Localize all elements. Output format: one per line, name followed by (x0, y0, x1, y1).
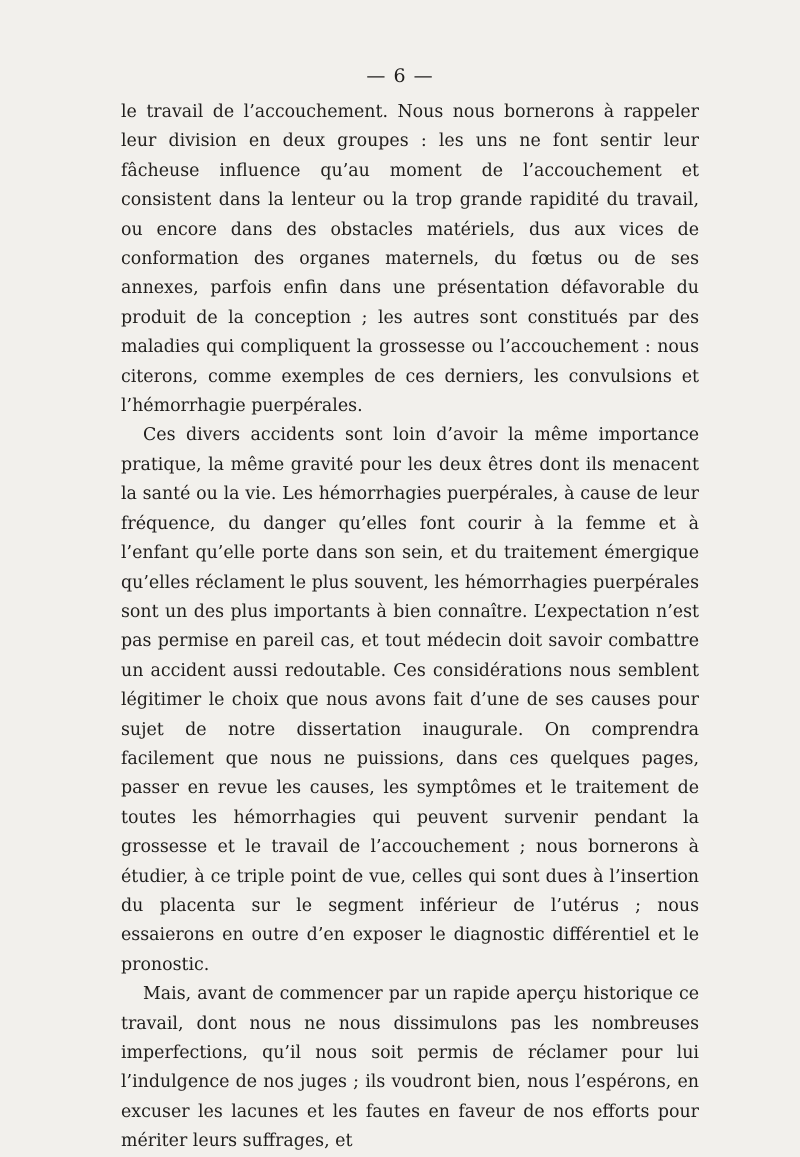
body-text (121, 98, 699, 1157)
page-number: — 6 — (366, 65, 434, 87)
paragraph-2: Ces divers accidents sont loin d’avoir la même importance pratique, la même gravité pour les deux êtres dont ils menacent la santé ou la vie. Les hémorrhagies puerpérales, à cause de leur fréquence, du danger qu’elles font courir à la femme et à l’enfant qu’elle porte dans son sein, et du traitement émergique qu’elles réclament le plus souvent, les hémorrhagies puerpérales sont un des plus importants à bien connaître. L’expectation n’est pas permise en pareil cas, et tout médecin doit savoir combattre un accident aussi redoutable. Ces considérations nous semblent légitimer le choix que nous avons fait d’une de ses causes pour sujet de notre dissertation inaugurale. On comprendra facilement que nous ne puissions, dans ces quelques pages, passer en revue les causes, les symptômes et le traitement de toutes les hémorrhagies qui peuvent survenir pendant la grossesse et le travail de l’accouchement ; nous bornerons à étudier, à ce triple point de vue, celles qui sont dues à l’insertion du placenta sur le segment inférieur de l’utérus ; nous essaierons en outre d’en exposer le diagnostic différentiel et le pronostic. (121, 425, 699, 975)
paragraph-3: Mais, avant de commencer par un rapide aperçu historique ce travail, dont nous ne nous dissimulons pas les nombreuses imperfections, qu’il nous soit permis de réclamer pour lui l’indulgence de nos juges ; ils voudront bien, nous l’espérons, en excuser les lacunes et les fautes en faveur de nos efforts pour mériter leurs suffrages, et (121, 984, 699, 1152)
paragraph-1: le travail de l’accouchement. Nous nous bornerons à rappeler leur division en deux groupes : les uns ne font sentir leur fâcheuse influence qu’au moment de l’accouchement et consistent dans la lenteur ou la trop grande rapidité du travail, ou encore dans des obstacles matériels, dus aux vices de conformation des organes maternels, du fœtus ou de ses annexes, parfois enfin dans une présentation défavorable du produit de la conception ; les autres sont constitués par des maladies qui compliquent la grossesse ou l’accouchement : nous citerons, comme exemples de ces derniers, les convulsions et l’hémorrhagie puerpérales. (121, 102, 699, 417)
